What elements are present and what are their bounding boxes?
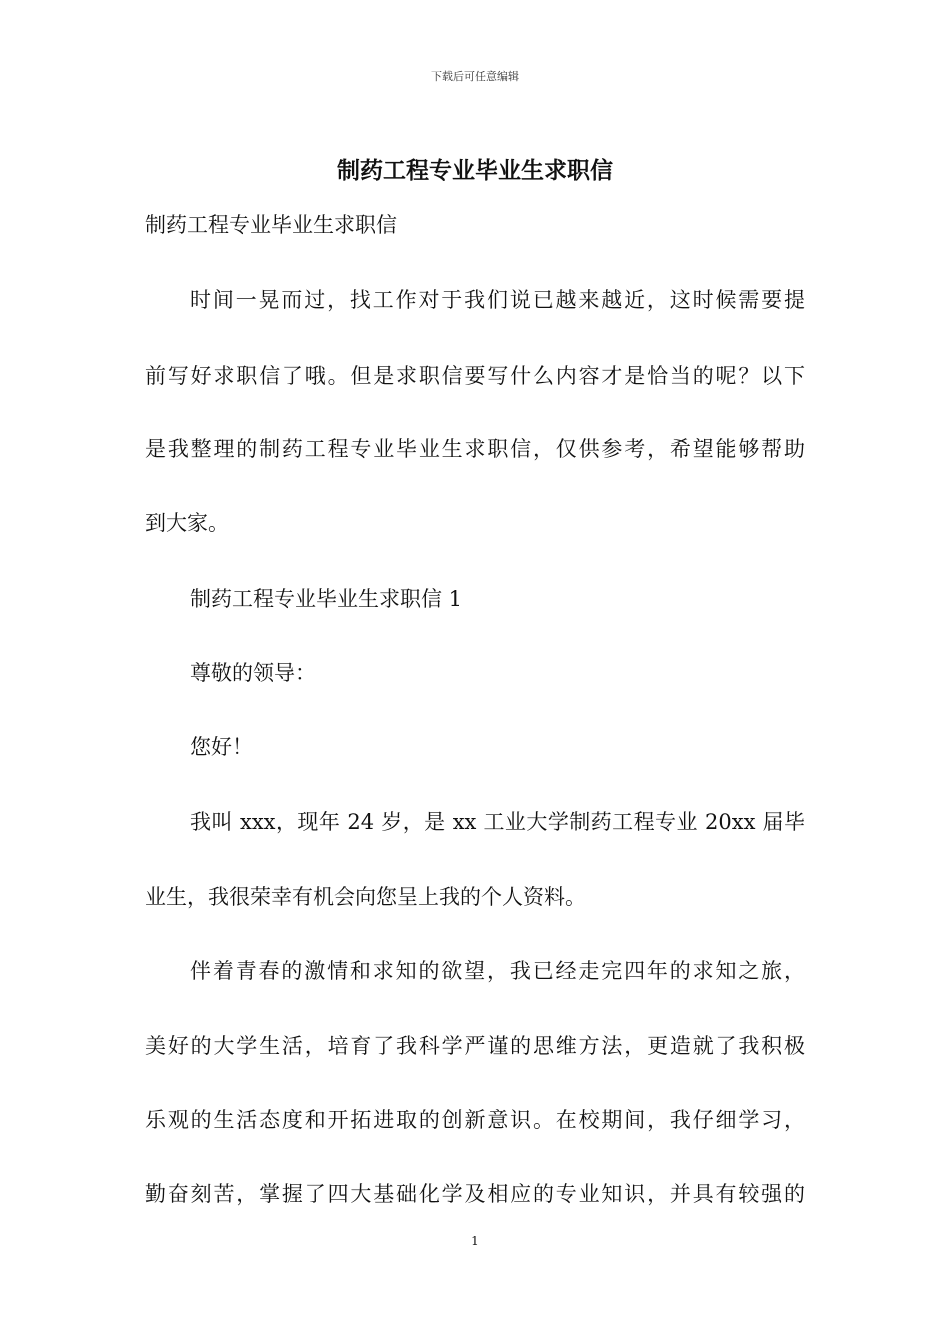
paragraph-line: 勤奋刻苦，掌握了四大基础化学及相应的专业知识，并具有较强的 — [145, 1182, 805, 1206]
salutation: 尊敬的领导： — [190, 661, 316, 685]
paragraph-line: 我叫 xxx，现年 24 岁，是 xx 工业大学制药工程专业 20xx 届毕 — [190, 810, 805, 834]
page-header: 下载后可任意编辑 — [431, 70, 519, 83]
paragraph-line: 业生，我很荣幸有机会向您呈上我的个人资料。 — [145, 885, 586, 909]
paragraph-line: 伴着青春的激情和求知的欲望，我已经走完四年的求知之旅， — [190, 959, 805, 983]
paragraph-line: 是我整理的制药工程专业毕业生求职信，仅供参考，希望能够帮助 — [145, 437, 805, 461]
paragraph-line: 到大家。 — [145, 511, 229, 535]
paragraph-line: 时间一晃而过，找工作对于我们说已越来越近，这时候需要提 — [190, 288, 805, 312]
document-title: 制药工程专业毕业生求职信 — [337, 157, 613, 184]
paragraph-line: 乐观的生活态度和开拓进取的创新意识。在校期间，我仔细学习， — [145, 1108, 805, 1132]
page-number: 1 — [471, 1234, 479, 1248]
section-heading: 制药工程专业毕业生求职信 1 — [190, 587, 463, 611]
greeting: 您好！ — [190, 735, 253, 759]
paragraph-line: 美好的大学生活，培育了我科学严谨的思维方法，更造就了我积极 — [145, 1034, 805, 1058]
paragraph-line: 前写好求职信了哦。但是求职信要写什么内容才是恰当的呢？以下 — [145, 364, 805, 388]
subtitle-line: 制药工程专业毕业生求职信 — [145, 213, 397, 237]
